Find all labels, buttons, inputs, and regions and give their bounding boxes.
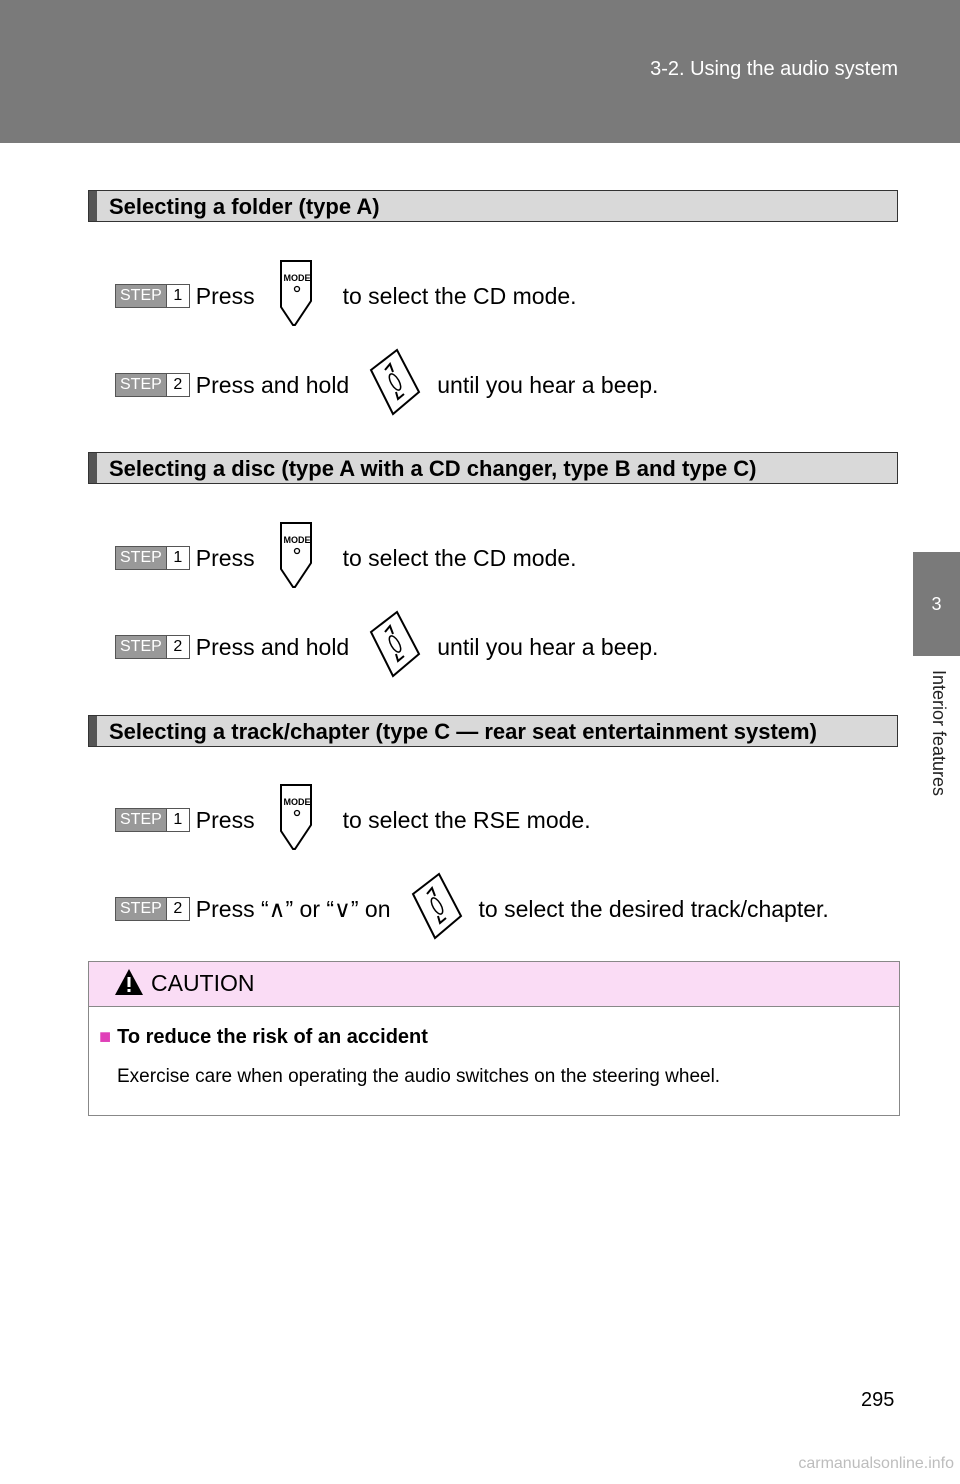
caution-item-text: Exercise care when operating the audio switches on the steering wheel.: [117, 1066, 721, 1087]
step-text: to select the CD mode.: [342, 282, 577, 309]
section-title-track: Selecting a track/chapter (type C — rear seat entertainment system): [88, 715, 898, 747]
mode-label: MODE: [283, 535, 311, 545]
step-row: [115, 523, 577, 593]
step-badge: STEP 1: [115, 284, 190, 308]
caution-label: CAUTION: [151, 970, 255, 996]
step-badge: STEP 2: [115, 897, 190, 921]
header-title: 3-2. Using the audio system: [650, 58, 898, 80]
chapter-label: Interior features: [929, 670, 949, 797]
step-text: to select the desired track/chapter.: [478, 895, 829, 922]
mode-button-icon: [263, 521, 335, 595]
step-text: to select the RSE mode.: [342, 806, 591, 833]
step-row: [115, 785, 591, 855]
mode-button-icon: [263, 783, 335, 857]
up-down-switch-icon: [399, 872, 471, 946]
step-row: [115, 874, 829, 944]
step-text: to select the CD mode.: [342, 544, 577, 571]
mode-label: MODE: [283, 273, 311, 283]
square-bullet-icon: ■: [99, 1026, 112, 1048]
warning-icon: [114, 968, 144, 1001]
step-badge: STEP 1: [115, 808, 190, 832]
step-text: until you hear a beep.: [437, 371, 659, 398]
step-row: [115, 350, 658, 420]
up-down-switch-icon: [357, 610, 429, 684]
caution-box: [88, 961, 900, 1116]
mode-button-icon: [263, 259, 335, 333]
caution-item-title: ■ To reduce the risk of an accident: [99, 1026, 428, 1048]
up-down-switch-icon: [357, 348, 429, 422]
step-row: [115, 612, 658, 682]
chapter-tab: 3: [913, 552, 960, 656]
step-badge: STEP 2: [115, 635, 190, 659]
step-text: Press: [195, 544, 255, 571]
step-text: Press “∧” or “∨” on: [195, 895, 391, 922]
step-text: until you hear a beep.: [437, 633, 659, 660]
section-title-folder: Selecting a folder (type A): [88, 190, 898, 222]
page-header: [0, 0, 960, 143]
step-text: Press: [195, 806, 255, 833]
page-number: 295: [861, 1389, 895, 1411]
step-row: [115, 261, 577, 331]
mode-label: MODE: [283, 797, 311, 807]
step-badge: STEP 2: [115, 373, 190, 397]
step-text: Press: [195, 282, 255, 309]
step-text: Press and hold: [195, 633, 350, 660]
step-text: Press and hold: [195, 371, 350, 398]
caution-header: [89, 962, 899, 1007]
watermark: carmanualsonline.info: [798, 1455, 954, 1472]
section-title-disc: Selecting a disc (type A with a CD changer, type B and type C): [88, 452, 898, 484]
step-badge: STEP 1: [115, 546, 190, 570]
